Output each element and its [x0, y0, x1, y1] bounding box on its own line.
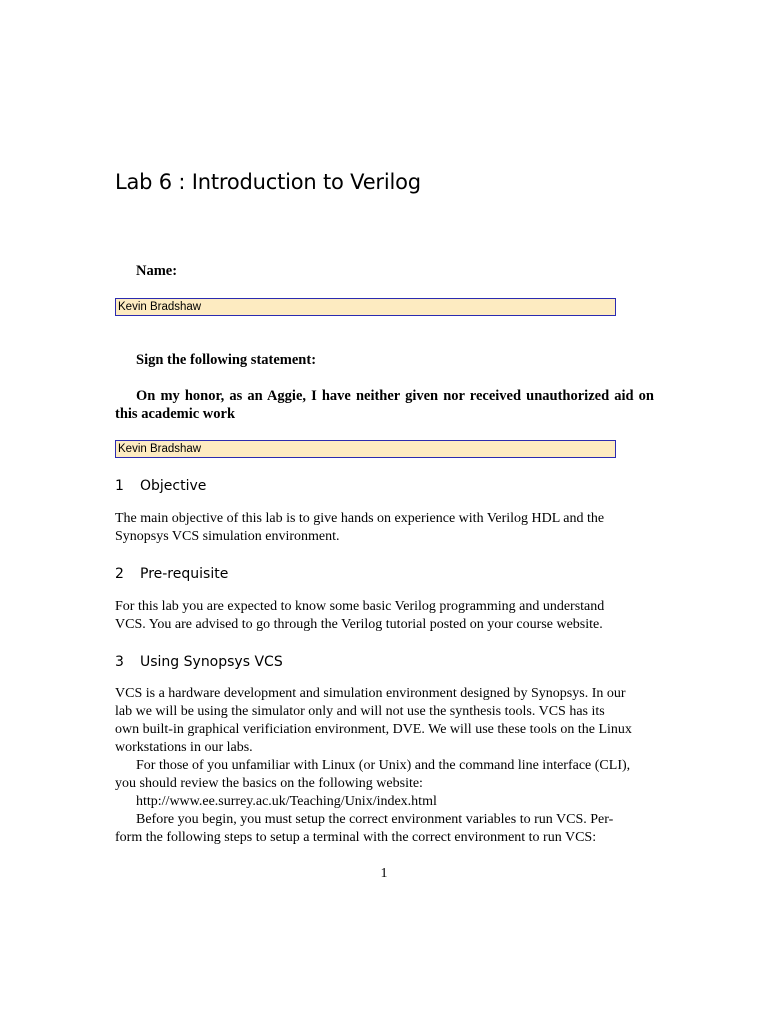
text-line: VCS. You are advised to go through the Verilog tutorial posted on your course website. [115, 617, 603, 632]
section-number: 2 [115, 566, 124, 582]
text-line: lab we will be using the simulator only and will not use the synthesis tools. VCS has its [115, 704, 605, 719]
text-line: The main objective of this lab is to give hands on experience with Verilog HDL and the [115, 511, 605, 526]
honor-statement: On my honor, as an Aggie, I have neither given nor received unauthorized aid on this academic work [115, 388, 654, 422]
section-number: 3 [115, 654, 124, 670]
signature-field[interactable] [115, 440, 616, 458]
using-vcs-paragraph [115, 685, 654, 847]
text-line: For this lab you are expected to know some basic Verilog programming and understand [115, 599, 605, 614]
objective-paragraph [115, 510, 654, 546]
prerequisite-paragraph [115, 598, 654, 634]
section-heading-using-vcs [115, 654, 283, 670]
section-title: Using Synopsys VCS [140, 654, 283, 670]
text-line: form the following steps to setup a terminal with the correct environment to run VCS: [115, 830, 597, 845]
section-heading-prerequisite [115, 566, 228, 582]
section-heading-objective [115, 478, 206, 494]
section-title: Pre-requisite [140, 566, 229, 582]
text-line: own built-in graphical verificiation environment, DVE. We will use these tools on the Linux [115, 722, 632, 737]
section-number: 1 [115, 478, 124, 494]
text-line: Synopsys VCS simulation environment. [115, 529, 340, 544]
section-title: Objective [140, 478, 207, 494]
page-number: 1 [380, 866, 388, 881]
text-line: Before you begin, you must setup the correct environment variables to run VCS. Per- [136, 812, 614, 827]
text-line: you should review the basics on the following website: [115, 776, 423, 791]
unix-tutorial-link[interactable]: http://www.ee.surrey.ac.uk/Teaching/Unix/index.html [136, 794, 437, 809]
document-title: Lab 6 : Introduction to Verilog [115, 170, 421, 194]
text-line: For those of you unfamiliar with Linux (or Unix) and the command line interface (CLI), [136, 758, 631, 773]
sign-label: Sign the following statement: [136, 352, 317, 368]
text-line: workstations in our labs. [115, 740, 253, 755]
name-label: Name: [136, 263, 178, 279]
name-field[interactable] [115, 298, 616, 316]
text-line: VCS is a hardware development and simulation environment designed by Synopsys. In our [115, 686, 626, 701]
